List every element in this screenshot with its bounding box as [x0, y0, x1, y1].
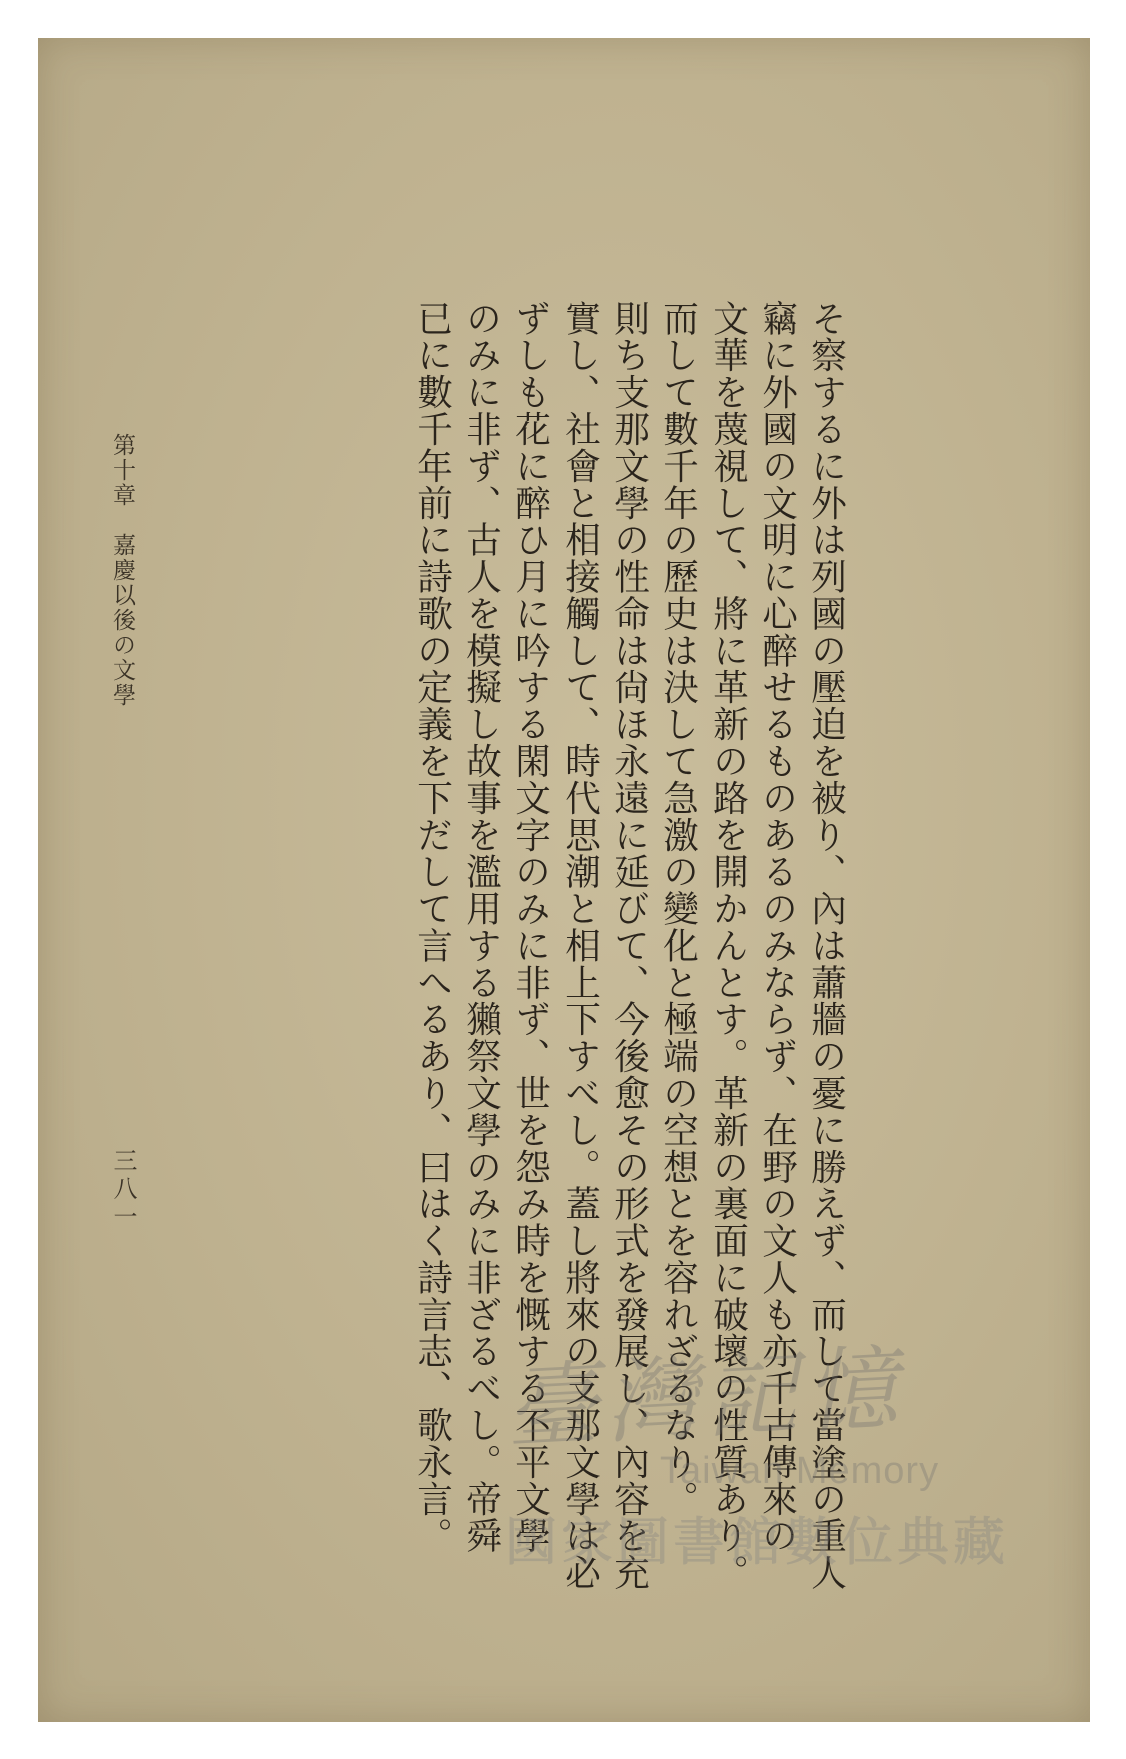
watermark-chinese-text: 國家圖書館數位典藏 [505, 1513, 1010, 1573]
text-column-9: 已に數千年前に詩歌の定義を下だして言へるあり、曰はく詩言志、歌永言。 [411, 300, 453, 1555]
watermark-cursive-logo: 臺灣記憶 [502, 1334, 908, 1463]
text-column-1: そ察するに外は列國の壓迫を被り、內は蕭牆の憂に勝えず、而して當塗の重人 [805, 300, 847, 1592]
running-header: 第十章 嘉慶以後の文學 [109, 433, 135, 708]
text-column-4: 而して數千年の歷史は決して急激の變化と極端の空想とを容れざるなり。 [657, 300, 699, 1518]
text-column-2: 竊に外國の文明に心醉せるものあるのみならず、在野の文人も亦千古傳來の [756, 300, 798, 1555]
book-page [38, 38, 1090, 1722]
text-column-8: のみに非ず、古人を模擬し故事を濫用する獺祭文學のみに非ざるべし。帝舜 [460, 300, 502, 1555]
text-column-3: 文華を蔑視して、將に革新の路を開かんとす。革新の裏面に破壞の性質あり。 [707, 300, 749, 1592]
text-column-5: 則ち支那文學の性命は尙ほ永遠に延びて、今後愈その形式を發展し、內容を充 [608, 300, 650, 1592]
text-column-7: ずしも花に醉ひ月に吟する閑文字のみに非ず、世を怨み時を慨する不平文學 [509, 300, 551, 1555]
page-number: 三八一 [109, 1148, 137, 1232]
watermark-english-text: Taiwan Memory [660, 1450, 940, 1492]
text-column-6: 實し、社會と相接觸して、時代思潮と相上下すべし。蓋し將來の支那文學は必 [559, 300, 601, 1592]
